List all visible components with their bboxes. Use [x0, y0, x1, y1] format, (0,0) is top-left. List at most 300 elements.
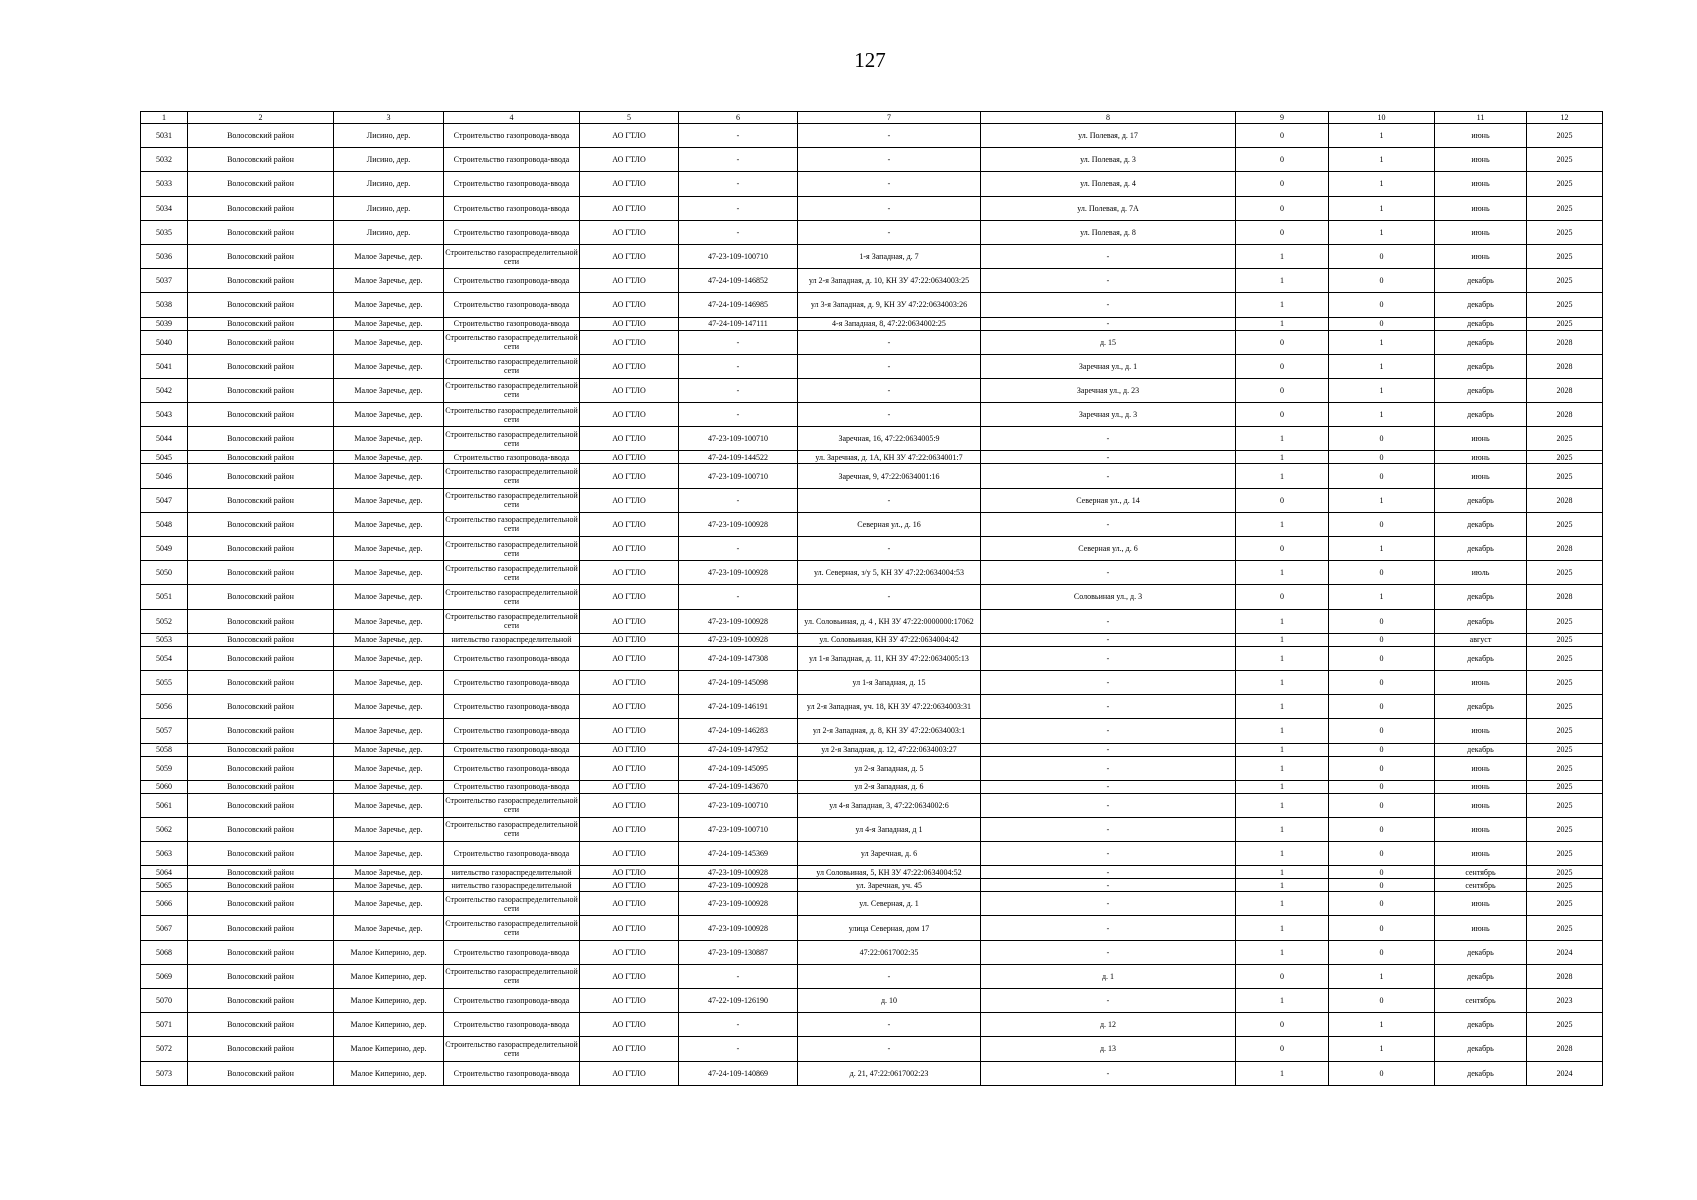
- address-cell: ул. Северная, з/у 5, КН ЗУ 47:22:0634004:53: [798, 561, 981, 585]
- row-number: 5042: [141, 378, 188, 402]
- col10-value: 0: [1329, 633, 1435, 646]
- district-cell: Волосовский район: [188, 317, 334, 330]
- month-cell: декабрь: [1435, 964, 1527, 988]
- col9-value: 1: [1236, 866, 1329, 879]
- row-number: 5058: [141, 743, 188, 756]
- row-number: 5045: [141, 451, 188, 464]
- district-cell: Волосовский район: [188, 670, 334, 694]
- organization-cell: АО ГТЛО: [580, 317, 679, 330]
- work-type-cell: Строительство газопровода-ввода: [444, 451, 580, 464]
- settlement-cell: Малое Заречье, дер.: [334, 609, 444, 633]
- object-address-cell: ул. Полевая, д. 4: [981, 172, 1236, 196]
- work-type-cell: Строительство газопровода-ввода: [444, 743, 580, 756]
- row-number: 5062: [141, 817, 188, 841]
- object-address-cell: Заречная ул., д. 3: [981, 403, 1236, 427]
- col10-value: 0: [1329, 317, 1435, 330]
- address-cell: 47:22:0617002:35: [798, 940, 981, 964]
- table-row: [141, 964, 1603, 988]
- month-cell: декабрь: [1435, 403, 1527, 427]
- col10-value: 0: [1329, 670, 1435, 694]
- object-address-cell: -: [981, 646, 1236, 670]
- col9-value: 1: [1236, 317, 1329, 330]
- address-cell: -: [798, 964, 981, 988]
- district-cell: Волосовский район: [188, 817, 334, 841]
- col9-value: 1: [1236, 451, 1329, 464]
- month-cell: декабрь: [1435, 488, 1527, 512]
- settlement-cell: Малое Заречье, дер.: [334, 633, 444, 646]
- project-code-cell: 47-23-109-100928: [679, 633, 798, 646]
- object-address-cell: -: [981, 892, 1236, 916]
- address-cell: ул 2-я Западная, д. 12, 47:22:0634003:27: [798, 743, 981, 756]
- month-cell: декабрь: [1435, 354, 1527, 378]
- district-cell: Волосовский район: [188, 220, 334, 244]
- table-row: [141, 1013, 1603, 1037]
- district-cell: Волосовский район: [188, 989, 334, 1013]
- object-address-cell: -: [981, 780, 1236, 793]
- table-row: [141, 585, 1603, 609]
- project-code-cell: -: [679, 1037, 798, 1061]
- settlement-cell: Малое Заречье, дер.: [334, 488, 444, 512]
- district-cell: Волосовский район: [188, 269, 334, 293]
- work-type-cell: Строительство газораспределительной сети: [444, 561, 580, 585]
- object-address-cell: -: [981, 317, 1236, 330]
- project-code-cell: 47-24-109-144522: [679, 451, 798, 464]
- work-type-cell: Строительство газораспределительной сети: [444, 1037, 580, 1061]
- month-cell: декабрь: [1435, 1061, 1527, 1085]
- col10-value: 1: [1329, 330, 1435, 354]
- col10-value: 1: [1329, 403, 1435, 427]
- year-cell: 2025: [1527, 719, 1603, 743]
- col10-value: 1: [1329, 172, 1435, 196]
- settlement-cell: Малое Заречье, дер.: [334, 916, 444, 940]
- table-row: [141, 866, 1603, 879]
- col9-value: 1: [1236, 793, 1329, 817]
- col10-value: 0: [1329, 427, 1435, 451]
- month-cell: декабрь: [1435, 940, 1527, 964]
- settlement-cell: Малое Киперино, дер.: [334, 1037, 444, 1061]
- table-row: [141, 695, 1603, 719]
- organization-cell: АО ГТЛО: [580, 220, 679, 244]
- address-cell: -: [798, 488, 981, 512]
- year-cell: 2025: [1527, 293, 1603, 317]
- work-type-cell: Строительство газораспределительной сети: [444, 609, 580, 633]
- year-cell: 2025: [1527, 244, 1603, 268]
- year-cell: 2025: [1527, 196, 1603, 220]
- col9-value: 0: [1236, 964, 1329, 988]
- col10-value: 1: [1329, 488, 1435, 512]
- work-type-cell: Строительство газопровода-ввода: [444, 124, 580, 148]
- address-cell: ул 2-я Западная, д. 10, КН ЗУ 47:22:0634003:25: [798, 269, 981, 293]
- address-cell: -: [798, 220, 981, 244]
- col9-value: 0: [1236, 585, 1329, 609]
- column-header: 4: [444, 112, 580, 124]
- row-number: 5034: [141, 196, 188, 220]
- settlement-cell: Малое Заречье, дер.: [334, 403, 444, 427]
- col10-value: 1: [1329, 124, 1435, 148]
- month-cell: декабрь: [1435, 646, 1527, 670]
- year-cell: 2025: [1527, 172, 1603, 196]
- settlement-cell: Малое Киперино, дер.: [334, 1013, 444, 1037]
- work-type-cell: нительство газораспределительной: [444, 879, 580, 892]
- object-address-cell: ул. Полевая, д. 8: [981, 220, 1236, 244]
- settlement-cell: Лисино, дер.: [334, 196, 444, 220]
- year-cell: 2028: [1527, 585, 1603, 609]
- col9-value: 0: [1236, 148, 1329, 172]
- organization-cell: АО ГТЛО: [580, 964, 679, 988]
- address-cell: ул 2-я Западная, д. 5: [798, 756, 981, 780]
- col10-value: 0: [1329, 695, 1435, 719]
- table-row: [141, 451, 1603, 464]
- project-code-cell: 47-24-109-145095: [679, 756, 798, 780]
- settlement-cell: Малое Заречье, дер.: [334, 719, 444, 743]
- district-cell: Волосовский район: [188, 609, 334, 633]
- district-cell: Волосовский район: [188, 196, 334, 220]
- month-cell: июнь: [1435, 670, 1527, 694]
- row-number: 5035: [141, 220, 188, 244]
- organization-cell: АО ГТЛО: [580, 585, 679, 609]
- year-cell: 2028: [1527, 1037, 1603, 1061]
- col9-value: 1: [1236, 780, 1329, 793]
- settlement-cell: Малое Заречье, дер.: [334, 842, 444, 866]
- col9-value: 1: [1236, 817, 1329, 841]
- district-cell: Волосовский район: [188, 964, 334, 988]
- col10-value: 0: [1329, 756, 1435, 780]
- col10-value: 0: [1329, 512, 1435, 536]
- settlement-cell: Малое Заречье, дер.: [334, 756, 444, 780]
- table-row: [141, 537, 1603, 561]
- object-address-cell: Заречная ул., д. 1: [981, 354, 1236, 378]
- object-address-cell: ул. Полевая, д. 7А: [981, 196, 1236, 220]
- district-cell: Волосовский район: [188, 1037, 334, 1061]
- table-row: [141, 488, 1603, 512]
- district-cell: Волосовский район: [188, 1013, 334, 1037]
- col10-value: 0: [1329, 1061, 1435, 1085]
- work-type-cell: Строительство газораспределительной сети: [444, 464, 580, 488]
- address-cell: -: [798, 378, 981, 402]
- page-number: 127: [854, 48, 886, 72]
- month-cell: июнь: [1435, 719, 1527, 743]
- month-cell: декабрь: [1435, 1037, 1527, 1061]
- settlement-cell: Малое Заречье, дер.: [334, 330, 444, 354]
- table-row: [141, 124, 1603, 148]
- table-row: [141, 609, 1603, 633]
- col9-value: 0: [1236, 220, 1329, 244]
- organization-cell: АО ГТЛО: [580, 269, 679, 293]
- year-cell: 2025: [1527, 317, 1603, 330]
- object-address-cell: д. 15: [981, 330, 1236, 354]
- district-cell: Волосовский район: [188, 124, 334, 148]
- organization-cell: АО ГТЛО: [580, 403, 679, 427]
- month-cell: июнь: [1435, 427, 1527, 451]
- row-number: 5043: [141, 403, 188, 427]
- object-address-cell: -: [981, 695, 1236, 719]
- row-number: 5057: [141, 719, 188, 743]
- district-cell: Волосовский район: [188, 293, 334, 317]
- col10-value: 0: [1329, 866, 1435, 879]
- settlement-cell: Малое Заречье, дер.: [334, 695, 444, 719]
- row-number: 5072: [141, 1037, 188, 1061]
- row-number: 5044: [141, 427, 188, 451]
- col10-value: 0: [1329, 879, 1435, 892]
- header-row: [141, 112, 1603, 124]
- district-cell: Волосовский район: [188, 427, 334, 451]
- settlement-cell: Малое Заречье, дер.: [334, 427, 444, 451]
- work-type-cell: Строительство газопровода-ввода: [444, 317, 580, 330]
- district-cell: Волосовский район: [188, 512, 334, 536]
- project-code-cell: -: [679, 488, 798, 512]
- work-type-cell: Строительство газораспределительной сети: [444, 793, 580, 817]
- work-type-cell: нительство газораспределительной: [444, 866, 580, 879]
- work-type-cell: Строительство газораспределительной сети: [444, 330, 580, 354]
- row-number: 5067: [141, 916, 188, 940]
- object-address-cell: -: [981, 916, 1236, 940]
- object-address-cell: -: [981, 842, 1236, 866]
- project-code-cell: 47-24-109-147952: [679, 743, 798, 756]
- month-cell: декабрь: [1435, 293, 1527, 317]
- row-number: 5064: [141, 866, 188, 879]
- table-row: [141, 293, 1603, 317]
- row-number: 5032: [141, 148, 188, 172]
- work-type-cell: Строительство газораспределительной сети: [444, 585, 580, 609]
- project-code-cell: 47-23-109-130887: [679, 940, 798, 964]
- object-address-cell: -: [981, 719, 1236, 743]
- year-cell: 2025: [1527, 670, 1603, 694]
- object-address-cell: -: [981, 1061, 1236, 1085]
- row-number: 5031: [141, 124, 188, 148]
- organization-cell: АО ГТЛО: [580, 633, 679, 646]
- object-address-cell: д. 1: [981, 964, 1236, 988]
- month-cell: декабрь: [1435, 537, 1527, 561]
- object-address-cell: -: [981, 561, 1236, 585]
- row-number: 5041: [141, 354, 188, 378]
- work-type-cell: Строительство газопровода-ввода: [444, 148, 580, 172]
- district-cell: Волосовский район: [188, 743, 334, 756]
- address-cell: Заречная, 9, 47:22:0634001:16: [798, 464, 981, 488]
- month-cell: июнь: [1435, 842, 1527, 866]
- col9-value: 1: [1236, 743, 1329, 756]
- month-cell: июнь: [1435, 244, 1527, 268]
- work-type-cell: Строительство газораспределительной сети: [444, 354, 580, 378]
- district-cell: Волосовский район: [188, 451, 334, 464]
- settlement-cell: Малое Заречье, дер.: [334, 646, 444, 670]
- work-type-cell: Строительство газораспределительной сети: [444, 427, 580, 451]
- district-cell: Волосовский район: [188, 585, 334, 609]
- column-header: 6: [679, 112, 798, 124]
- col9-value: 1: [1236, 892, 1329, 916]
- project-code-cell: 47-24-109-146191: [679, 695, 798, 719]
- month-cell: июнь: [1435, 756, 1527, 780]
- settlement-cell: Малое Заречье, дер.: [334, 670, 444, 694]
- address-cell: -: [798, 585, 981, 609]
- settlement-cell: Малое Киперино, дер.: [334, 1061, 444, 1085]
- project-code-cell: -: [679, 537, 798, 561]
- district-cell: Волосовский район: [188, 378, 334, 402]
- row-number: 5049: [141, 537, 188, 561]
- table-row: [141, 989, 1603, 1013]
- project-code-cell: 47-24-109-145098: [679, 670, 798, 694]
- district-cell: Волосовский район: [188, 488, 334, 512]
- table-row: [141, 269, 1603, 293]
- organization-cell: АО ГТЛО: [580, 148, 679, 172]
- settlement-cell: Лисино, дер.: [334, 172, 444, 196]
- settlement-cell: Малое Заречье, дер.: [334, 293, 444, 317]
- col9-value: 1: [1236, 756, 1329, 780]
- col9-value: 0: [1236, 1013, 1329, 1037]
- address-cell: ул. Соловьиная, КН ЗУ 47:22:0634004:42: [798, 633, 981, 646]
- object-address-cell: -: [981, 464, 1236, 488]
- table-row: [141, 719, 1603, 743]
- table-row: [141, 354, 1603, 378]
- address-cell: -: [798, 1037, 981, 1061]
- settlement-cell: Малое Заречье, дер.: [334, 354, 444, 378]
- object-address-cell: -: [981, 269, 1236, 293]
- work-type-cell: Строительство газораспределительной сети: [444, 378, 580, 402]
- project-code-cell: 47-23-109-100710: [679, 244, 798, 268]
- work-type-cell: Строительство газораспределительной сети: [444, 512, 580, 536]
- month-cell: июнь: [1435, 464, 1527, 488]
- row-number: 5052: [141, 609, 188, 633]
- col9-value: 1: [1236, 989, 1329, 1013]
- month-cell: июнь: [1435, 148, 1527, 172]
- organization-cell: АО ГТЛО: [580, 817, 679, 841]
- year-cell: 2025: [1527, 561, 1603, 585]
- year-cell: 2025: [1527, 148, 1603, 172]
- table-row: [141, 940, 1603, 964]
- work-type-cell: Строительство газопровода-ввода: [444, 780, 580, 793]
- col9-value: 0: [1236, 1037, 1329, 1061]
- table-row: [141, 403, 1603, 427]
- organization-cell: АО ГТЛО: [580, 464, 679, 488]
- year-cell: 2028: [1527, 537, 1603, 561]
- district-cell: Волосовский район: [188, 330, 334, 354]
- row-number: 5040: [141, 330, 188, 354]
- project-code-cell: -: [679, 172, 798, 196]
- row-number: 5056: [141, 695, 188, 719]
- district-cell: Волосовский район: [188, 1061, 334, 1085]
- table-row: [141, 670, 1603, 694]
- year-cell: 2025: [1527, 1013, 1603, 1037]
- table-row: [141, 148, 1603, 172]
- month-cell: декабрь: [1435, 317, 1527, 330]
- table-row: [141, 892, 1603, 916]
- month-cell: июнь: [1435, 124, 1527, 148]
- settlement-cell: Малое Заречье, дер.: [334, 879, 444, 892]
- address-cell: Заречная, 16, 47:22:0634005:9: [798, 427, 981, 451]
- organization-cell: АО ГТЛО: [580, 743, 679, 756]
- organization-cell: АО ГТЛО: [580, 646, 679, 670]
- address-cell: ул Соловьиная, 5, КН ЗУ 47:22:0634004:52: [798, 866, 981, 879]
- settlement-cell: Малое Заречье, дер.: [334, 892, 444, 916]
- year-cell: 2025: [1527, 609, 1603, 633]
- work-type-cell: Строительство газопровода-ввода: [444, 719, 580, 743]
- table-row: [141, 196, 1603, 220]
- settlement-cell: Малое Киперино, дер.: [334, 940, 444, 964]
- row-number: 5036: [141, 244, 188, 268]
- address-cell: ул 1-я Западная, д. 11, КН ЗУ 47:22:0634005:13: [798, 646, 981, 670]
- col10-value: 0: [1329, 609, 1435, 633]
- settlement-cell: Малое Заречье, дер.: [334, 780, 444, 793]
- organization-cell: АО ГТЛО: [580, 1061, 679, 1085]
- organization-cell: АО ГТЛО: [580, 1037, 679, 1061]
- address-cell: ул 4-я Западная, 3, 47:22:0634002:6: [798, 793, 981, 817]
- object-address-cell: ул. Полевая, д. 17: [981, 124, 1236, 148]
- work-type-cell: Строительство газопровода-ввода: [444, 172, 580, 196]
- row-number: 5069: [141, 964, 188, 988]
- settlement-cell: Малое Заречье, дер.: [334, 512, 444, 536]
- work-type-cell: Строительство газораспределительной сети: [444, 244, 580, 268]
- address-cell: -: [798, 124, 981, 148]
- work-type-cell: Строительство газораспределительной сети: [444, 892, 580, 916]
- col10-value: 0: [1329, 780, 1435, 793]
- year-cell: 2028: [1527, 354, 1603, 378]
- project-code-cell: 47-23-109-100928: [679, 866, 798, 879]
- col10-value: 1: [1329, 220, 1435, 244]
- address-cell: -: [798, 537, 981, 561]
- district-cell: Волосовский район: [188, 633, 334, 646]
- object-address-cell: Северная ул., д. 14: [981, 488, 1236, 512]
- col10-value: 1: [1329, 378, 1435, 402]
- address-cell: ул 2-я Западная, д. 6: [798, 780, 981, 793]
- address-cell: ул. Соловьиная, д. 4 , КН ЗУ 47:22:0000000:17062: [798, 609, 981, 633]
- organization-cell: АО ГТЛО: [580, 695, 679, 719]
- organization-cell: АО ГТЛО: [580, 989, 679, 1013]
- month-cell: декабрь: [1435, 695, 1527, 719]
- project-code-cell: 47-23-109-100710: [679, 464, 798, 488]
- district-cell: Волосовский район: [188, 780, 334, 793]
- table-row: [141, 842, 1603, 866]
- month-cell: декабрь: [1435, 743, 1527, 756]
- project-code-cell: 47-24-109-147111: [679, 317, 798, 330]
- address-cell: ул. Северная, д. 1: [798, 892, 981, 916]
- table-row: [141, 1061, 1603, 1085]
- year-cell: 2025: [1527, 269, 1603, 293]
- table-row: [141, 793, 1603, 817]
- settlement-cell: Малое Заречье, дер.: [334, 866, 444, 879]
- object-address-cell: -: [981, 244, 1236, 268]
- settlement-cell: Лисино, дер.: [334, 220, 444, 244]
- object-address-cell: -: [981, 609, 1236, 633]
- project-code-cell: 47-24-109-145369: [679, 842, 798, 866]
- project-code-cell: 47-24-109-143670: [679, 780, 798, 793]
- row-number: 5054: [141, 646, 188, 670]
- project-code-cell: -: [679, 220, 798, 244]
- year-cell: 2025: [1527, 512, 1603, 536]
- object-address-cell: -: [981, 940, 1236, 964]
- col10-value: 1: [1329, 1037, 1435, 1061]
- row-number: 5071: [141, 1013, 188, 1037]
- address-cell: д. 21, 47:22:0617002:23: [798, 1061, 981, 1085]
- col10-value: 0: [1329, 719, 1435, 743]
- year-cell: 2025: [1527, 793, 1603, 817]
- col9-value: 0: [1236, 403, 1329, 427]
- address-cell: ул 4-я Западная, д 1: [798, 817, 981, 841]
- col9-value: 1: [1236, 561, 1329, 585]
- year-cell: 2025: [1527, 817, 1603, 841]
- settlement-cell: Лисино, дер.: [334, 148, 444, 172]
- col9-value: 1: [1236, 842, 1329, 866]
- project-code-cell: -: [679, 196, 798, 220]
- settlement-cell: Малое Заречье, дер.: [334, 585, 444, 609]
- col10-value: 0: [1329, 916, 1435, 940]
- col9-value: 1: [1236, 695, 1329, 719]
- row-number: 5070: [141, 989, 188, 1013]
- col9-value: 1: [1236, 427, 1329, 451]
- district-cell: Волосовский район: [188, 646, 334, 670]
- col10-value: 0: [1329, 293, 1435, 317]
- table-row: [141, 220, 1603, 244]
- table-row: [141, 633, 1603, 646]
- year-cell: 2025: [1527, 756, 1603, 780]
